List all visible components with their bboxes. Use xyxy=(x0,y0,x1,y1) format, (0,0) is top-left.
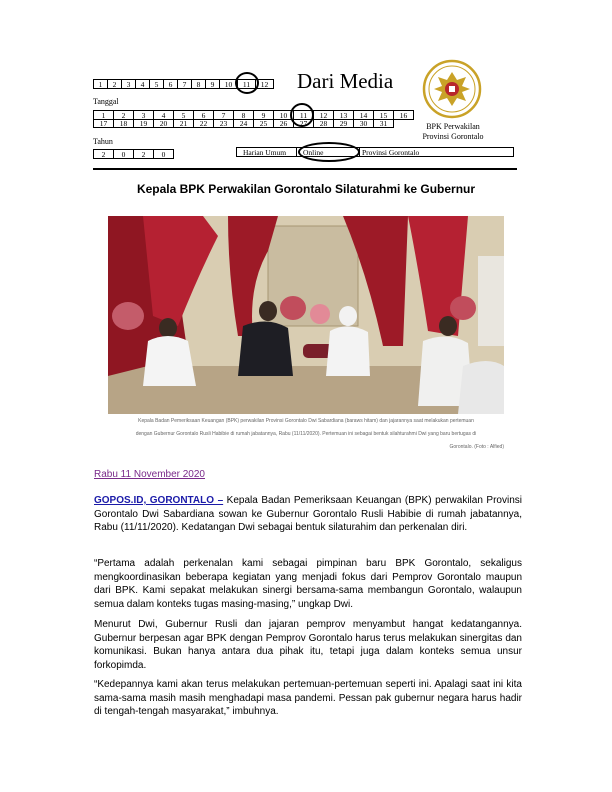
date-cell: 12 xyxy=(314,111,334,120)
month-cell: 7 xyxy=(178,80,192,89)
date-cell: 15 xyxy=(374,111,394,120)
date-cell: 19 xyxy=(134,119,154,128)
article-title: Kepala BPK Perwakilan Gorontalo Silaturahmi ke Gubernur xyxy=(136,182,476,196)
date-cell: 4 xyxy=(154,111,174,120)
month-cell: 2 xyxy=(108,80,122,89)
date-cell: 14 xyxy=(354,111,374,120)
date-cell: 16 xyxy=(394,111,414,120)
month-cell: 1 xyxy=(94,80,108,89)
month-cell: 12 xyxy=(256,80,274,89)
month-cell: 8 xyxy=(192,80,206,89)
date-cell: 26 xyxy=(274,119,294,128)
org-line-2: Provinsi Gorontalo xyxy=(422,132,484,141)
year-digit: 0 xyxy=(114,150,134,159)
date-cell: 5 xyxy=(174,111,194,120)
date-cell: 29 xyxy=(334,119,354,128)
paragraph-3: Menurut Dwi, Gubernur Rusli dan jajaran pemprov menyambut hangat kedatangannya. Gubernur berpesan agar BPK dengan Pemprov Gorontalo harus terus melakukan sinergitas dan komunikasi. Bukan hanya antara dua pihak itu, tetapi juga dalam konteks semua unsur forkopimda. xyxy=(94,619,522,671)
tahun-label: Tahun xyxy=(93,137,113,146)
month-cell: 10 xyxy=(220,80,238,89)
date-cell: 22 xyxy=(194,119,214,128)
date-cell: 30 xyxy=(354,119,374,128)
date-grid-row-2 xyxy=(93,119,394,128)
media-type-grid xyxy=(236,147,514,157)
month-cell-selected: 11 xyxy=(238,80,256,89)
header-divider xyxy=(93,168,517,170)
photo-caption-3: Gorontalo. (Foto : Alfied) xyxy=(449,444,504,450)
date-cell: 31 xyxy=(374,119,394,128)
date-cell-selected: 11 xyxy=(294,111,314,120)
month-cell: 3 xyxy=(122,80,136,89)
date-cell: 23 xyxy=(214,119,234,128)
month-cell: 6 xyxy=(164,80,178,89)
date-cell: 7 xyxy=(214,111,234,120)
tanggal-label: Tanggal xyxy=(93,97,119,106)
date-cell: 2 xyxy=(114,111,134,120)
date-cell: 10 xyxy=(274,111,294,120)
date-cell: 21 xyxy=(174,119,194,128)
bpk-logo xyxy=(422,58,482,120)
date-cell: 24 xyxy=(234,119,254,128)
year-digit: 2 xyxy=(134,150,154,159)
month-selection-circle xyxy=(235,72,259,94)
media-type-cell: Provinsi Gorontalo xyxy=(360,148,514,157)
media-type-cell-selected: Online xyxy=(297,148,360,157)
photo-caption-2: dengan Gubernur Gorontalo Rusli Habibie di rumah jabatannya, Rabu (11/11/2020). Pertemuan ini sebagai bentuk silahturahmi Dwi yang baru bertugas di xyxy=(135,431,477,437)
month-cell: 9 xyxy=(206,80,220,89)
year-digit: 0 xyxy=(154,150,174,159)
date-cell: 18 xyxy=(114,119,134,128)
paragraph-2: “Pertama adalah perkenalan kami sebagai pimpinan baru BPK Gorontalo, sekaligus mengkoordinasikan beberapa kegiatan yang menjadi fokus dari Pemprov Gorontalo maupun dari BPK. Kami sepakat melakukan sinergi bersama-sama membangun Gorontalo, walaupun semua dalam konteks tugas masing-masing,” ungkap Dwi. xyxy=(94,558,522,610)
source-link[interactable]: GOPOS.ID, GORONTALO – xyxy=(94,495,224,506)
date-cell: 20 xyxy=(154,119,174,128)
date-cell: 3 xyxy=(134,111,154,120)
org-line-1: BPK Perwakilan xyxy=(426,122,480,131)
date-cell: 28 xyxy=(314,119,334,128)
media-selection-circle xyxy=(298,142,360,162)
date-cell: 13 xyxy=(334,111,354,120)
paragraph-4: “Kedepannya kami akan terus melakukan pertemuan-pertemuan seperti ini. Apalagi saat ini kita sama-sama masih masih menghadapi masa pandemi. Pessan pak gubernur negara harus hadir di tengah-tengah masyarakat,” imbuhnya. xyxy=(94,679,522,717)
paragraph-1 xyxy=(94,494,522,535)
date-cell: 27 xyxy=(294,119,314,128)
year-digit: 2 xyxy=(94,150,114,159)
month-cell: 4 xyxy=(136,80,150,89)
paragraph-1-text: Kepala Badan Pemeriksaan Keuangan (BPK) perwakilan Provinsi Gorontalo Dwi Sabardiana sowan ke Gubernur Gorontalo Rusli Habibie di rumah jabatannya, Rabu (11/11/2020). Kedatangan Dwi sebagai bentuk silaturahim dan perkenalan diri. xyxy=(94,495,522,533)
year-grid xyxy=(93,149,174,159)
date-cell: 8 xyxy=(234,111,254,120)
date-cell: 9 xyxy=(254,111,274,120)
date-selection-circle xyxy=(290,103,314,127)
month-cell: 5 xyxy=(150,80,164,89)
date-cell: 17 xyxy=(94,119,114,128)
org-name xyxy=(420,122,486,142)
date-cell: 1 xyxy=(94,111,114,120)
article-photo xyxy=(108,216,504,414)
article-date: Rabu 11 November 2020 xyxy=(94,469,205,480)
date-cell: 25 xyxy=(254,119,274,128)
photo-caption-1: Kepala Badan Pemeriksaan Keuangan (BPK) perwakilan Provinsi Gorontalo Dwi Sabardiana (baraws hitam) dan jajarannya saat melakukan pertemuan xyxy=(138,418,474,424)
date-cell: 6 xyxy=(194,111,214,120)
media-type-cell: Harian Umum xyxy=(237,148,297,157)
page-heading: Dari Media xyxy=(297,69,394,93)
